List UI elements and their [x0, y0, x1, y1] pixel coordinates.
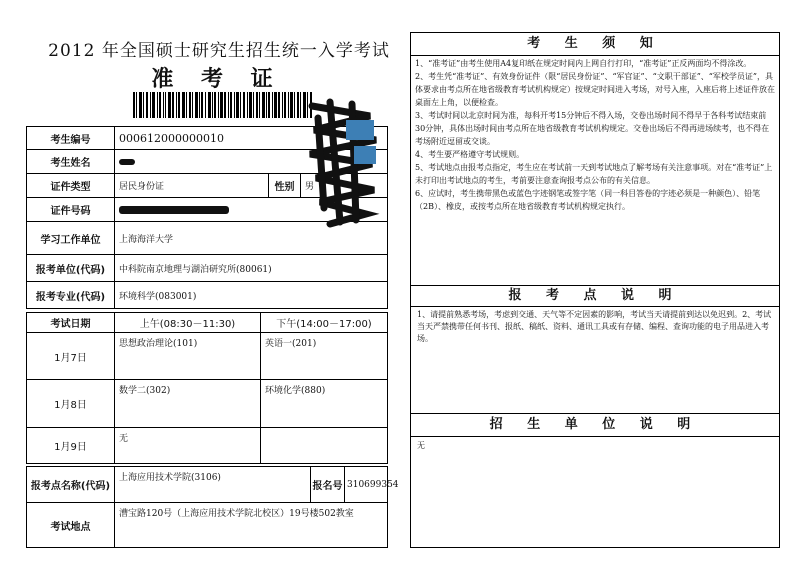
row2-date: 1月8日 — [27, 380, 115, 428]
photo-scribble — [300, 98, 390, 230]
reg-no-label: 报名号 — [311, 467, 345, 503]
site-note-body: 1、请提前熟悉考场，考虑到交通、天气等不定因素的影响，考试当天请提前到达以免迟到。2、考试当天严禁携带任何书刊、报纸、稿纸、资料、通讯工具或有存储、编程、查询功能的电子用品进入考场。 — [417, 310, 772, 343]
exam-title: 2012 年全国硕士研究生招生统一入学考试 — [48, 41, 390, 61]
id-type-value: 居民身份证 — [115, 174, 269, 198]
barcode-image — [133, 92, 313, 118]
row3-date: 1月9日 — [27, 428, 115, 463]
admission-ticket-heading: 准 考 证 — [151, 66, 283, 92]
site-note-title: 报 考 点 说 明 — [411, 285, 779, 307]
row1-pm: 英语一(201) — [261, 333, 387, 380]
row3-pm — [261, 428, 387, 463]
row3-am: 无 — [115, 428, 261, 463]
id-type-label: 证件类型 — [27, 174, 115, 198]
am-header: 上午(08:30－11:30) — [115, 313, 261, 333]
notice-body — [411, 57, 779, 287]
notice-panel — [410, 32, 780, 548]
notice-item: 1、“准考证”由考生使用A4复印纸在规定时间内上网自行打印，“准考证”正反两面均不得涂改。 — [415, 59, 752, 68]
row2-am: 数学二(302) — [115, 380, 261, 428]
pm-header: 下午(14:00－17:00) — [261, 313, 387, 333]
row1-am: 思想政治理论(101) — [115, 333, 261, 380]
notice-item: 4、考生要严格遵守考试规则。 — [415, 150, 525, 159]
date-header: 考试日期 — [27, 313, 115, 333]
site-name-value: 上海应用技术学院(3106) — [115, 467, 311, 503]
apply-unit-value: 中科院南京地理与湖泊研究所(80061) — [115, 255, 387, 282]
notice-item: 2、考生凭“准考证”、有效身份证件（限“居民身份证”、“军官证”、“文职干部证”、“军校学员证”，具体要求由考点所在地省级教育考试机构规定）按规定时间进入考场，对号入座，入座后将上述证件放在桌面左上角，以便检查。 — [415, 72, 775, 107]
apply-major-value: 环境科学(083001) — [119, 291, 197, 302]
notice-item: 6、应试时，考生携带黑色或蓝色字迹钢笔或签字笔（同一科目答卷的字迹必须是一种颜色）、铅笔（2B）、橡皮，或按考点所在地省级教育考试机构规定执行。 — [415, 189, 761, 211]
work-unit-label: 学习工作单位 — [27, 222, 115, 255]
apply-major-label: 报考专业(代码) — [27, 282, 115, 308]
exam-no-label: 考生编号 — [27, 127, 115, 150]
exam-schedule-table — [26, 312, 388, 464]
unit-note-title: 招 生 单 位 说 明 — [411, 413, 779, 437]
id-no-label: 证件号码 — [27, 198, 115, 222]
notice-item: 3、考试时间以北京时间为准，每科开考15分钟后不得入场，交卷出场时间不得早于各科考试结束前30分钟，具体出场时间由考点所在地省级教育考试机构规定。交卷出场后不得再进场续考，也不得在考场附近逗留或交谈。 — [415, 111, 770, 146]
apply-unit-label: 报考单位(代码) — [27, 255, 115, 282]
row1-date: 1月7日 — [27, 333, 115, 380]
notice-item: 5、考试地点由报考点指定，考生应在考试前一天到考试地点了解考场有关注意事项。对在“准考证”上未打印出考试地点的考生，考前要注意查询报考点公布的有关信息。 — [415, 163, 773, 185]
work-unit-value: 上海海洋大学 — [115, 222, 387, 255]
exam-location-value: 漕宝路120号（上海应用技术学院北校区）19号楼502教室 — [119, 509, 354, 519]
row2-pm: 环境化学(880) — [261, 380, 387, 428]
notice-list — [411, 57, 779, 213]
gender-value: 男 — [301, 174, 387, 198]
gender-label: 性别 — [269, 174, 301, 198]
unit-note-body: 无 — [417, 441, 425, 450]
exam-location-label: 考试地点 — [27, 503, 115, 547]
notice-title: 考 生 须 知 — [411, 33, 779, 56]
name-label: 考生姓名 — [27, 150, 115, 174]
exam-site-table — [26, 466, 399, 548]
redacted-id-number — [119, 206, 229, 214]
redacted-name — [119, 159, 135, 165]
site-name-label: 报考点名称(代码) — [27, 467, 115, 503]
exam-no-value: 000612000000010 — [115, 127, 387, 150]
reg-no-value: 310699354 — [345, 467, 387, 503]
